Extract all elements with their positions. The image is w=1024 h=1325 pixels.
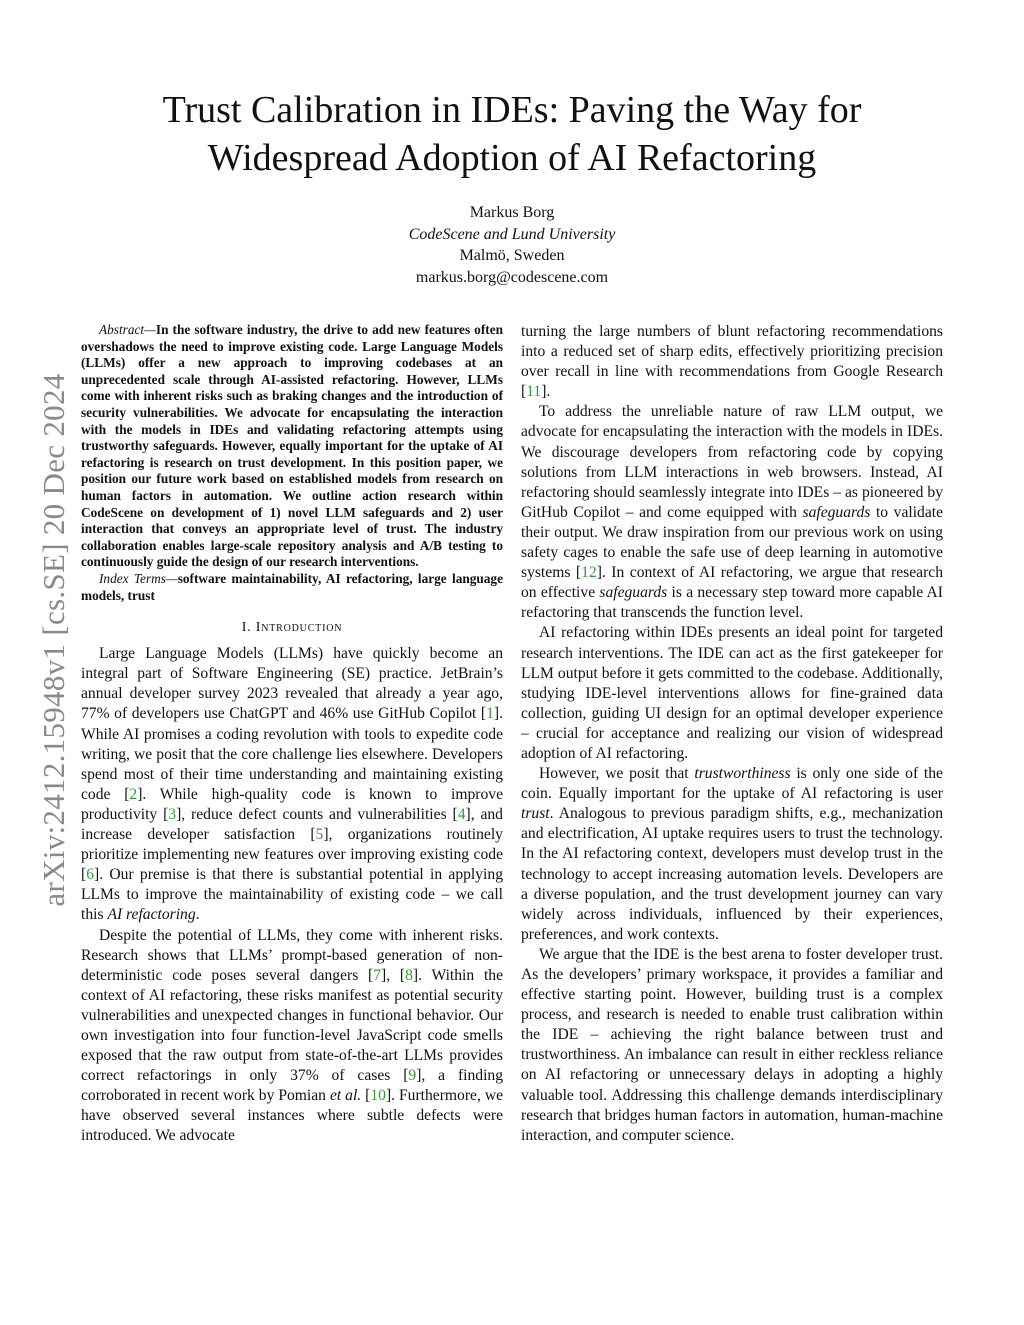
index-terms-lead: Index Terms— — [99, 570, 178, 586]
paragraph-text: ]. While high-quality code is known to improve productivity [ — [81, 785, 503, 823]
citation-link[interactable]: 5 — [315, 826, 324, 844]
intro-paragraph-6 — [521, 764, 943, 945]
paragraph-text: ], organizations routinely prioritize implementing new features over improving existing code [ — [81, 826, 503, 884]
title-line-1: Trust Calibration in IDEs: Paving the Way for — [162, 89, 862, 131]
citation-link[interactable]: 7 — [373, 966, 382, 984]
citation-link[interactable]: 11 — [526, 383, 542, 401]
citation-link[interactable]: 8 — [405, 966, 413, 984]
intro-paragraph-4 — [521, 402, 943, 623]
citation-link[interactable]: 6 — [86, 866, 94, 884]
paragraph-text: turning the large numbers of blunt refactoring recommendations into a reduced set of sharp edits, effectively prioritizing precision over recall in line with recommendations from Google Research [ — [521, 323, 943, 401]
abstract-lead: Abstract— — [99, 322, 156, 337]
paragraph-text: ]. Our premise is that there is substantial potential in applying LLMs to improve the maintainability of existing code – we call this — [81, 866, 503, 924]
paragraph-text: [ — [361, 1087, 371, 1105]
paragraph-text: ], and increase developer satisfaction [ — [81, 805, 503, 844]
right-column — [521, 322, 943, 1146]
intro-paragraph-3 — [521, 322, 943, 402]
arxiv-identifier-stamp: arXiv:2412.15948v1 [cs.SE] 20 Dec 2024 — [36, 373, 71, 907]
intro-paragraph-2 — [81, 926, 503, 1147]
paragraph-text: to validate their output. We draw inspiration from our previous work on using safety cages to enable the safe use of deep learning in automotive systems [ — [521, 503, 944, 582]
emphasis-trustworthiness: trustworthiness — [694, 765, 791, 783]
citation-link[interactable]: 1 — [486, 705, 494, 723]
paragraph-text: However, we posit that — [539, 765, 695, 783]
paragraph-text: ], [ — [381, 966, 406, 984]
paragraph-text: ]. — [541, 383, 551, 401]
paragraph-text: is a necessary step toward more capable AI refactoring that transcends the function level. — [521, 584, 943, 622]
emphasis-trust: trust — [521, 805, 550, 823]
emphasis-safeguards: safeguards — [599, 584, 668, 602]
section-heading-introduction: I. Introduction — [241, 620, 343, 636]
paragraph-text: ], reduce defect counts and vulnerabilities [ — [176, 805, 458, 823]
author-location: Malmö, Sweden — [459, 247, 565, 264]
citation-link[interactable]: 9 — [408, 1067, 417, 1085]
author-email: markus.borg@codescene.com — [415, 268, 609, 286]
abstract-text: In the software industry, the drive to add new features often overshadows the need to improve existing code. Large Language Models (LLMs) offer a new approach to improving codebases at an unprecedented scale through AI-assisted refactoring. However, LLMs come with inherent risks such as braking changes and the introduction of security vulnerabilities. We advocate for encapsulating the interaction with the models in IDEs and validating refactoring attempts using trustworthy safeguards. However, equally important for the uptake of AI refactoring is research on trust development. In this position paper, we position our future work based on established models from research on human factors in automation. We outline action research within CodeScene on development of 1) novel LLM safeguards and 2) user interaction that conveys an appropriate level of trust. The industry collaboration enables large-scale repository analysis and A/B testing to continuously guide the design of our research interventions. — [81, 322, 503, 570]
paragraph-text: Large Language Models (LLMs) have quickly become an integral part of Software Engineering (SE) practice. JetBrain’s annual developer survey 2023 revealed that already a year ago, 77% of developers use ChatGPT and 46% use GitHub Copilot [ — [81, 645, 503, 723]
paper-title — [80, 86, 944, 182]
paragraph-text: is only one side of the coin. Equally important for the uptake of AI refactoring is user — [521, 765, 943, 803]
paragraph-text: To address the unreliable nature of raw LLM output, we advocate for encapsulating the interaction with the models in IDEs. We discourage developers from refactoring code by copying solutions from LLM interactions in web browsers. Instead, AI refactoring should seamlessly integrate into IDEs – as pioneered by GitHub Copilot – and come equipped with — [521, 403, 943, 521]
paragraph-text: Despite the potential of LLMs, they come with inherent risks. Research shows that LLMs’ prompt-based generation of non-deterministic code poses several dangers [ — [81, 926, 503, 984]
paragraph-text: ]. Within the context of AI refactoring, these risks manifest as potential security vulnerabilities and unexpected changes in functional behavior. Our own investigation into four function-level JavaScript code smells exposed that the raw output from state-of-the-art LLMs provides correct refactorings in only 37% of cases [ — [81, 966, 503, 1085]
title-line-2: Widespread Adoption of AI Refactoring — [207, 137, 817, 179]
left-column — [81, 322, 503, 1147]
citation-link[interactable]: 2 — [129, 785, 138, 803]
abstract — [81, 322, 503, 571]
intro-paragraph-5: AI refactoring within IDEs presents an ideal point for targeted research interventions. The IDE can act as the first gatekeeper for LLM output before it gets committed to the codebase. Additionally, studying IDE-level interventions allows for fine-grained data collection, guiding UI design for an optimal developer experience – crucial for acceptance and realizing our vision of widespread adoption of AI refactoring. — [521, 624, 943, 762]
emphasis-ai-refactoring: AI refactoring — [107, 906, 196, 924]
author-name: Markus Borg — [469, 204, 555, 221]
author-block — [80, 202, 944, 288]
emphasis-et-al: et al. — [329, 1087, 362, 1105]
emphasis-safeguards: safeguards — [802, 503, 871, 521]
paragraph-text: ]. While AI promises a coding revolution with tools to expedite code writing, we posit that the core challenge lies elsewhere. Developers spend most of their time understanding and maintaining existing code [ — [81, 705, 503, 803]
intro-paragraph-1 — [81, 644, 503, 925]
index-terms — [81, 571, 503, 604]
intro-paragraph-7: We argue that the IDE is the best arena to foster developer trust. As the developers’ primary workspace, it provides a familiar and effective starting point. However, building trust is a complex process, and research is needed to enable trust calibration within the IDE – achieving the right balance between trust and trustworthiness. An imbalance can result in either reckless reliance on AI refactoring or unnecessary delays in adopting a highly valuable tool. Addressing this challenge demands interdisciplinary research that bridges human factors in automation, human-machine interaction, and computer science. — [521, 945, 943, 1144]
author-affiliation: CodeScene and Lund University — [408, 225, 616, 243]
paragraph-text: ]. Furthermore, we have observed several instances where subtle defects were introduced. We advocate — [81, 1087, 503, 1145]
paragraph-text: ], a finding corroborated in recent work by Pomian — [81, 1067, 503, 1105]
citation-link[interactable]: 10 — [370, 1087, 386, 1105]
citation-link[interactable]: 4 — [457, 805, 466, 823]
paragraph-text: ]. In context of AI refactoring, we argue that research on effective — [521, 564, 943, 602]
citation-link[interactable]: 12 — [581, 564, 597, 582]
paragraph-text: . — [195, 906, 200, 924]
paragraph-text: . Analogous to previous paradigm shifts, e.g., mechanization and electrification, AI uptake requires users to trust the technology. In the AI refactoring context, developers must develop trust in the technology to accept increasing automation levels. Developers are a diverse population, and the trust development journey can vary widely across individuals, influenced by their experiences, preferences, and work contexts. — [521, 805, 943, 943]
index-terms-text: software maintainability, AI refactoring, large language models, trust — [81, 570, 503, 603]
citation-link[interactable]: 3 — [168, 805, 177, 823]
